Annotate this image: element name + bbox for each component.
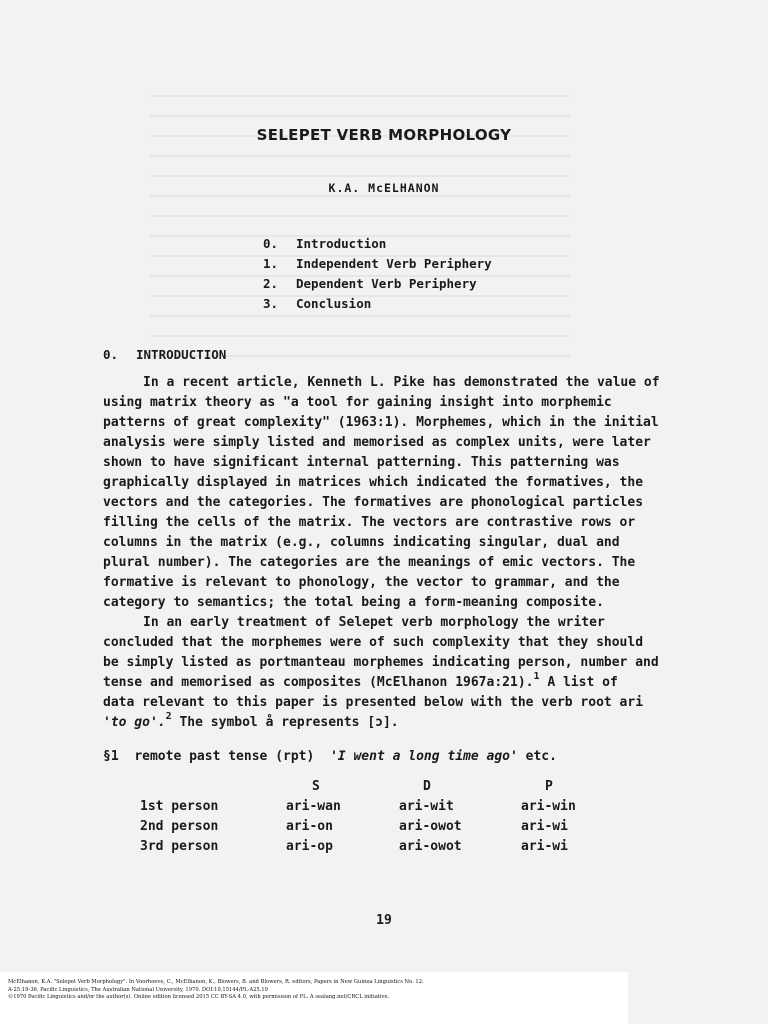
toc-item [263, 274, 492, 294]
paragraph-line [103, 673, 678, 693]
line-text: A list of [539, 675, 618, 690]
footnote-marker: 2 [165, 711, 172, 722]
paragraph-line: plural number). The categories are the meanings of emic vectors. The [103, 555, 636, 570]
column-header-plural: P [545, 779, 553, 794]
paragraph-line: category to semantics; the total being a form-meaning composite. [103, 595, 604, 610]
form-dual: ari-owot [399, 819, 462, 834]
paragraph-line: In an early treatment of Selepet verb morphology the writer [143, 615, 605, 630]
toc-item [263, 294, 492, 314]
body-text [103, 373, 678, 733]
paragraph-line: columns in the matrix (e.g., columns indicating singular, dual and [103, 535, 620, 550]
form-plural: ari-win [521, 799, 576, 814]
paragraph-line: shown to have significant internal patterning. This patterning was [103, 455, 620, 470]
paragraph-line: filling the cells of the matrix. The vectors are contrastive rows or [103, 515, 636, 530]
toc-number: 1. [263, 256, 279, 271]
paragraph-line: vectors and the categories. The formatives are phonological particles [103, 495, 644, 510]
document-title: SELEPET VERB MORPHOLOGY [256, 126, 512, 144]
toc-item [263, 234, 492, 254]
page-number: 19 [376, 913, 392, 928]
person-label: 3rd person [140, 839, 219, 854]
paragraph-line: formative is relevant to phonology, the vector to grammar, and the [103, 575, 620, 590]
form-dual: ari-wit [399, 799, 454, 814]
tense-suffix: etc. [525, 749, 557, 764]
toc-number: 0. [263, 236, 279, 251]
gloss-text: 'to go'. [103, 715, 166, 730]
toc-label: Dependent Verb Periphery [296, 276, 477, 291]
form-singular: ari-on [286, 819, 333, 834]
paragraph-line: concluded that the morphemes were of such complexity that they should [103, 635, 644, 650]
toc-label: Introduction [296, 236, 387, 251]
paragraph-line: using matrix theory as "a tool for gaining insight into morphemic [103, 395, 612, 410]
toc-label: Independent Verb Periphery [296, 256, 492, 271]
paragraph-line: graphically displayed in matrices which indicated the formatives, the [103, 475, 644, 490]
form-plural: ari-wi [521, 819, 568, 834]
paragraph-line [103, 713, 678, 733]
paragraph-line: In a recent article, Kenneth L. Pike has demonstrated the value of [143, 375, 660, 390]
tense-label: remote past tense (rpt) [134, 749, 315, 764]
paragraph-line: data relevant to this paper is presented below with the verb root ari [103, 695, 644, 710]
paragraph-line: analysis were simply listed and memorised as complex units, were later [103, 435, 651, 450]
paragraph-line: patterns of great complexity" (1963:1). Morphemes, which in the initial [103, 415, 659, 430]
toc-item [263, 254, 492, 274]
person-label: 1st person [140, 799, 219, 814]
form-singular: ari-op [286, 839, 333, 854]
section-marker: §1 [103, 749, 119, 764]
citation-line: A-25:19-36. Pacific Linguistics, The Australian National University, 1970. DOI:10.15144/PL-A25.19 [8, 986, 268, 993]
tense-gloss: 'I went a long time ago' [329, 749, 518, 764]
column-header-dual: D [423, 779, 431, 794]
toc-label: Conclusion [296, 296, 372, 311]
column-header-singular: S [312, 779, 320, 794]
form-plural: ari-wi [521, 839, 568, 854]
footnote-marker: 1 [533, 671, 540, 682]
section-number: 0. [103, 347, 119, 362]
toc-number: 2. [263, 276, 279, 291]
line-text: The symbol å represents [ɔ]. [171, 715, 399, 730]
form-dual: ari-owot [399, 839, 462, 854]
form-singular: ari-wan [286, 799, 341, 814]
table-of-contents [263, 234, 492, 314]
paradigm-section-heading [103, 749, 557, 764]
person-label: 2nd person [140, 819, 219, 834]
line-text: tense and memorised as composites (McElhanon 1967a:21). [103, 675, 534, 690]
toc-number: 3. [263, 296, 279, 311]
citation-line: ©1970 Pacific Linguistics and/or the author(s). Online edition licensed 2015 CC BY-SA 4.0, with permission of PL. A sealang.net/CRCL initiative. [8, 994, 390, 1001]
author-name: K.A. McELHANON [328, 181, 440, 195]
section-label: INTRODUCTION [136, 347, 227, 362]
citation-footer [8, 979, 628, 1002]
section-heading [103, 347, 226, 362]
citation-line: McElhanon, K.A. "Selepet Verb Morphology". In Voorhoeve, C., McElhanon, K., Blowers, B. and Blowers, R. editors, Papers in New Guinea Linguistics No. 12. [8, 979, 424, 985]
paragraph-line: be simply listed as portmanteau morphemes indicating person, number and [103, 655, 659, 670]
